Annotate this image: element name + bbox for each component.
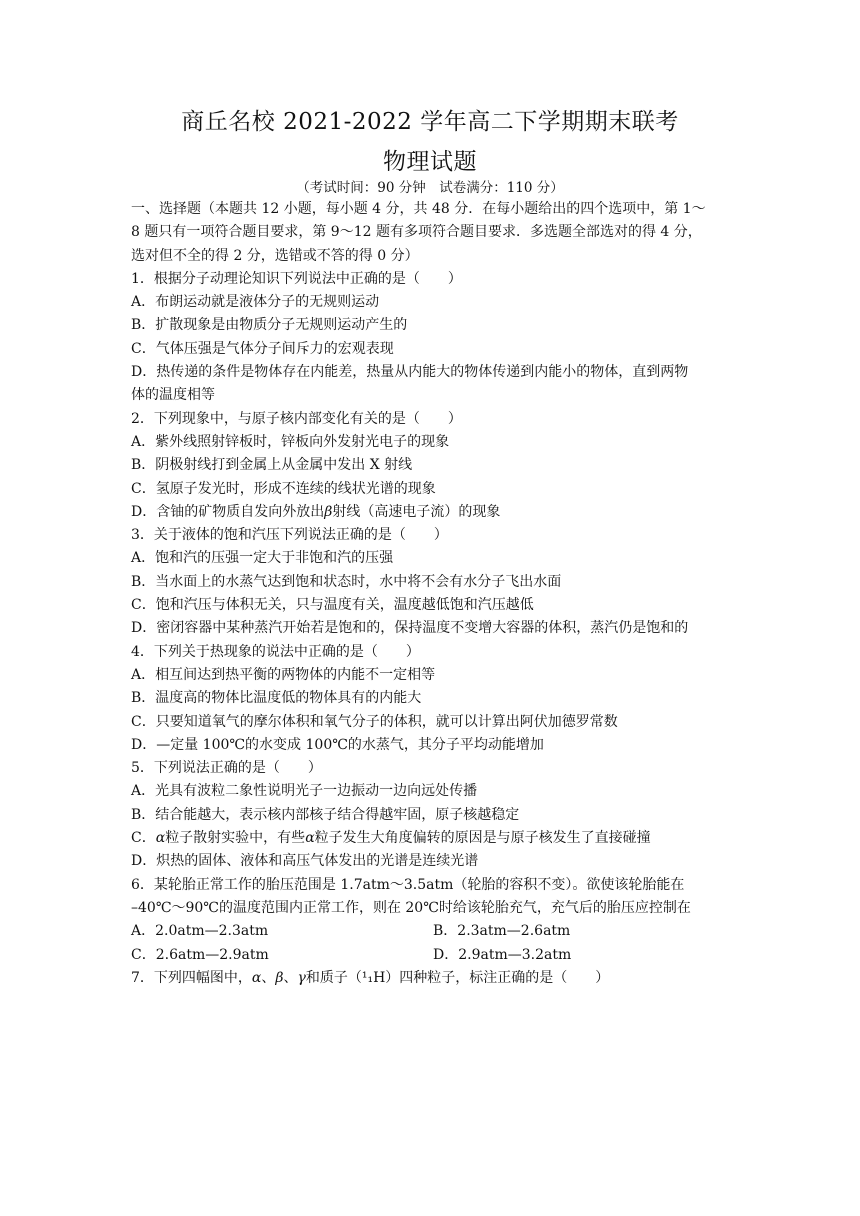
question-stem: [131, 967, 736, 990]
question-stem-text-end: ）四种粒子，标注正确的是（ ）: [385, 969, 610, 986]
option-b: B．温度高的物体比温度低的物体具有的内能大: [131, 690, 422, 707]
question-2: [131, 408, 736, 524]
question-stem: 2．下列现象中，与原子核内部变化有关的是（ ）: [131, 410, 462, 427]
option-c: [131, 827, 736, 850]
alpha-symbol: α: [155, 830, 166, 847]
exam-title: 商丘名校 2021-2022 学年高二下学期期末联考: [181, 109, 679, 135]
option-a: A．紫外线照射锌板时，锌板向外发射光电子的现象: [131, 433, 450, 450]
option-d-text: D．含铀的矿物质自发向外放出: [131, 503, 325, 520]
instruction-line: 一、选择题（本题共 12 小题，每小题 4 分，共 48 分．在每小题给出的四个选项中，第 1～: [131, 201, 706, 217]
question-6: [131, 874, 736, 967]
option-d: D．2.9atm—3.2atm: [433, 946, 572, 963]
beta-symbol: β: [275, 969, 284, 986]
question-4: [131, 641, 736, 757]
option-b: B．2.3atm—2.6atm: [433, 923, 571, 940]
option-c-text-end: 粒子发生大角度偏转的原因是与原子核发生了直接碰撞: [314, 830, 651, 847]
option-c: C．2.6atm—2.9atm: [131, 946, 269, 963]
separator: 、: [261, 969, 276, 986]
separator: 、: [283, 969, 298, 986]
option-d-text-end: 射线（高速电子流）的现象: [332, 503, 501, 520]
option-b: B．阴极射线打到金属上从金属中发出 X 射线: [131, 457, 413, 474]
exam-meta: （考试时间：90 分钟 试卷满分：110 分）: [296, 180, 564, 196]
option-c: C．饱和汽压与体积无关，只与温度有关，温度越低饱和汽压越低: [131, 597, 534, 614]
question-stem-text: 和质子（: [305, 969, 362, 986]
option-c: C．气体压强是气体分子间斥力的宏观表现: [131, 340, 394, 357]
option-d-continued: 体的温度相等: [131, 387, 215, 404]
question-stem: 5．下列说法正确的是（ ）: [131, 760, 322, 777]
option-d: D．—定量 100℃的水变成 100℃的水蒸气，其分子平均动能增加: [131, 736, 544, 753]
question-stem: 1．根据分子动理论知识下列说法中正确的是（ ）: [131, 270, 462, 287]
option-c-label: C．: [131, 830, 156, 847]
option-d: D．炽热的固体、液体和高压气体发出的光谱是连续光谱: [131, 853, 479, 870]
question-stem-continued: –40℃～90℃的温度范围内正常工作，则在 20℃时给该轮胎充气，充气后的胎压应控制在: [131, 899, 691, 916]
option-b: B．扩散现象是由物质分子无规则运动产生的: [131, 317, 408, 334]
option-a: A．光具有波粒二象性说明光子一边振动一边向远处传播: [131, 783, 478, 800]
question-3: [131, 524, 736, 640]
alpha-symbol: α: [251, 969, 262, 986]
instruction-line: 选对但不全的得 2 分，选错或不答的得 0 分）: [131, 247, 419, 264]
option-b: B．结合能越大，表示核内部核子结合得越牢固，原子核越稳定: [131, 806, 520, 823]
option-c-text: 粒子散射实验中，有些: [165, 830, 306, 847]
gamma-symbol: γ: [297, 969, 306, 986]
beta-symbol: β: [324, 503, 333, 520]
question-stem: 3．关于液体的饱和汽压下列说法正确的是（ ）: [131, 527, 448, 544]
option-a: A．布朗运动就是液体分子的无规则运动: [131, 294, 380, 311]
proton-nuclide-symbol: ¹₁H: [361, 969, 386, 986]
options-row: [131, 944, 736, 967]
question-5: [131, 757, 736, 873]
option-a: A．饱和汽的压强一定大于非饱和汽的压强: [131, 550, 394, 567]
alpha-symbol: α: [305, 830, 315, 847]
option-a: A．相互间达到热平衡的两物体的内能不一定相等: [131, 666, 436, 683]
option-a: A．2.0atm—2.3atm: [131, 923, 269, 940]
option-d: D．密闭容器中某种蒸汽开始若是饱和的，保持温度不变增大容器的体积，蒸汽仍是饱和的: [131, 620, 689, 637]
option-c: C．只要知道氧气的摩尔体积和氧气分子的体积，就可以计算出阿伏加德罗常数: [131, 713, 618, 730]
question-7: [131, 967, 736, 990]
instruction-line: 8 题只有一项符合题目要求，第 9～12 题有多项符合题目要求．多选题全部选对的得 4 分，: [131, 224, 702, 241]
options-row: [131, 920, 736, 943]
option-d: D．热传递的条件是物体存在内能差，热量从内能大的物体传递到内能小的物体，直到两物: [131, 364, 689, 381]
exam-subtitle: 物理试题: [383, 149, 477, 175]
question-stem-text: 7．下列四幅图中，: [131, 969, 252, 986]
question-stem: 6．某轮胎正常工作的胎压范围是 1.7atm～3.5atm（轮胎的容积不变）。欲使该轮胎能在: [131, 876, 685, 893]
exam-content: [131, 198, 736, 990]
option-d: [131, 501, 736, 524]
option-c: C．氢原子发光时，形成不连续的线状光谱的现象: [131, 480, 436, 497]
option-b: B．当水面上的水蒸气达到饱和状态时，水中将不会有水分子飞出水面: [131, 573, 562, 590]
section-instructions: [131, 198, 736, 268]
question-1: [131, 268, 736, 408]
question-stem: 4．下列关于热现象的说法中正确的是（ ）: [131, 643, 420, 660]
